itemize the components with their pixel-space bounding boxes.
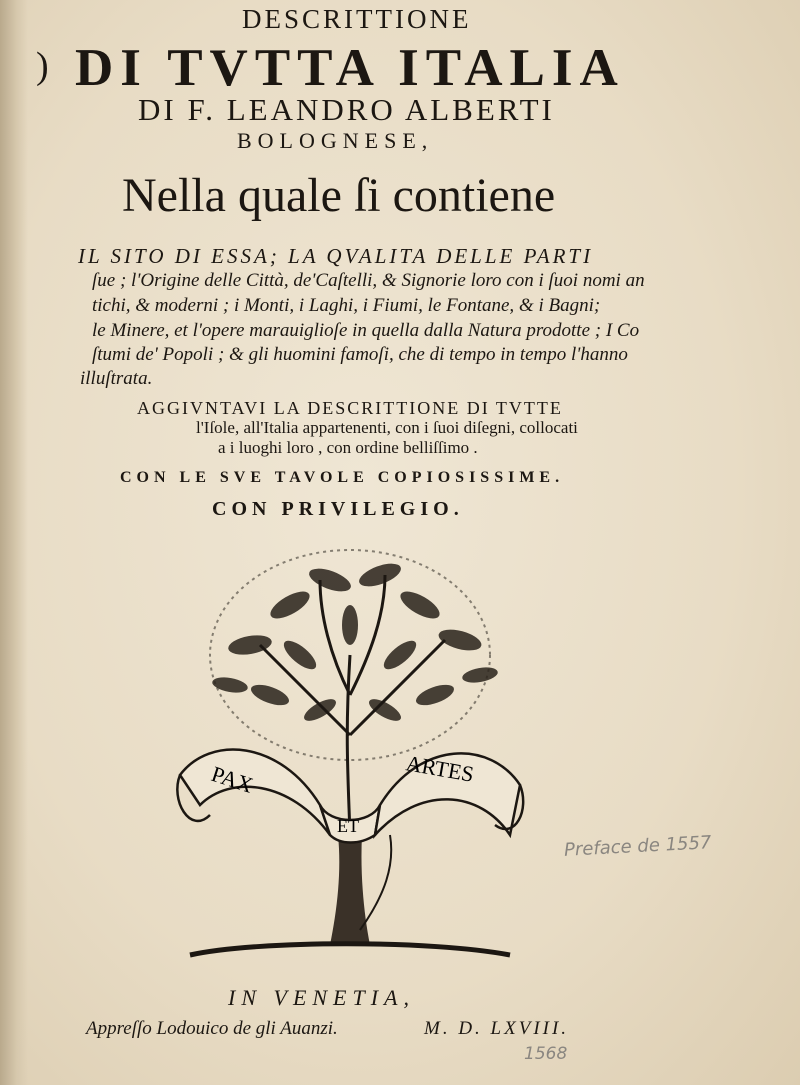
addition-line-1: AGGIVNTAVI LA DESCRITTIONE DI TVTTE	[137, 398, 563, 418]
contents-line-4: le Minere, et l'opere marauiglioſe in quella dalla Natura prodotte ; I Co	[92, 320, 640, 341]
author-origin: BOLOGNESE,	[237, 128, 434, 153]
contents-line-5: ſtumi de' Popoli ; & gli huomini famoſi, che di tempo in tempo l'hanno	[92, 344, 628, 365]
contents-line-6: illuſtrata.	[80, 368, 153, 389]
pencil-note-preface: Preface de 1557	[563, 832, 712, 861]
banner-left-text: PAX	[208, 760, 257, 798]
author-line: DI F. LEANDRO ALBERTI	[138, 92, 555, 127]
binding-gutter	[0, 0, 28, 1085]
banner-center-text: ET	[337, 816, 359, 836]
subtitle-line: Nella quale ſi contiene	[122, 169, 556, 222]
olive-tree-emblem-icon	[170, 535, 530, 975]
addition-line-2: l'Iſole, all'Italia appartenenti, con i ſuoi diſegni, collocati	[196, 418, 578, 437]
imprint-place: IN VENETIA,	[228, 985, 415, 1010]
imprint-printer: Appreſſo Lodouico de gli Auanzi.	[86, 1018, 338, 1039]
title-line-2: DI TVTTA ITALIA	[75, 39, 625, 97]
contents-line-2: ſue ; l'Origine delle Città, de'Caſtelli, & Signorie loro con i ſuoi nomi an	[92, 270, 645, 291]
privilege-line: CON PRIVILEGIO.	[212, 498, 464, 520]
banner-right-text: ARTES	[404, 750, 476, 787]
margin-bracket-mark: )	[36, 45, 49, 87]
pencil-note-year: 1568	[524, 1044, 568, 1064]
title-line-1: DESCRITTIONE	[242, 4, 472, 34]
contents-line-3: tichi, & moderni ; i Monti, i Laghi, i Fiumi, le Fontane, & i Bagni;	[92, 295, 601, 316]
tables-line: CON LE SVE TAVOLE COPIOSISSIME.	[120, 469, 565, 486]
contents-line-1: IL SITO DI ESSA; LA QVALITA DELLE PARTI	[78, 244, 594, 268]
imprint-year: M. D. LXVIII.	[424, 1018, 570, 1039]
addition-line-3: a i luoghi loro , con ordine belliſſimo .	[218, 438, 478, 457]
